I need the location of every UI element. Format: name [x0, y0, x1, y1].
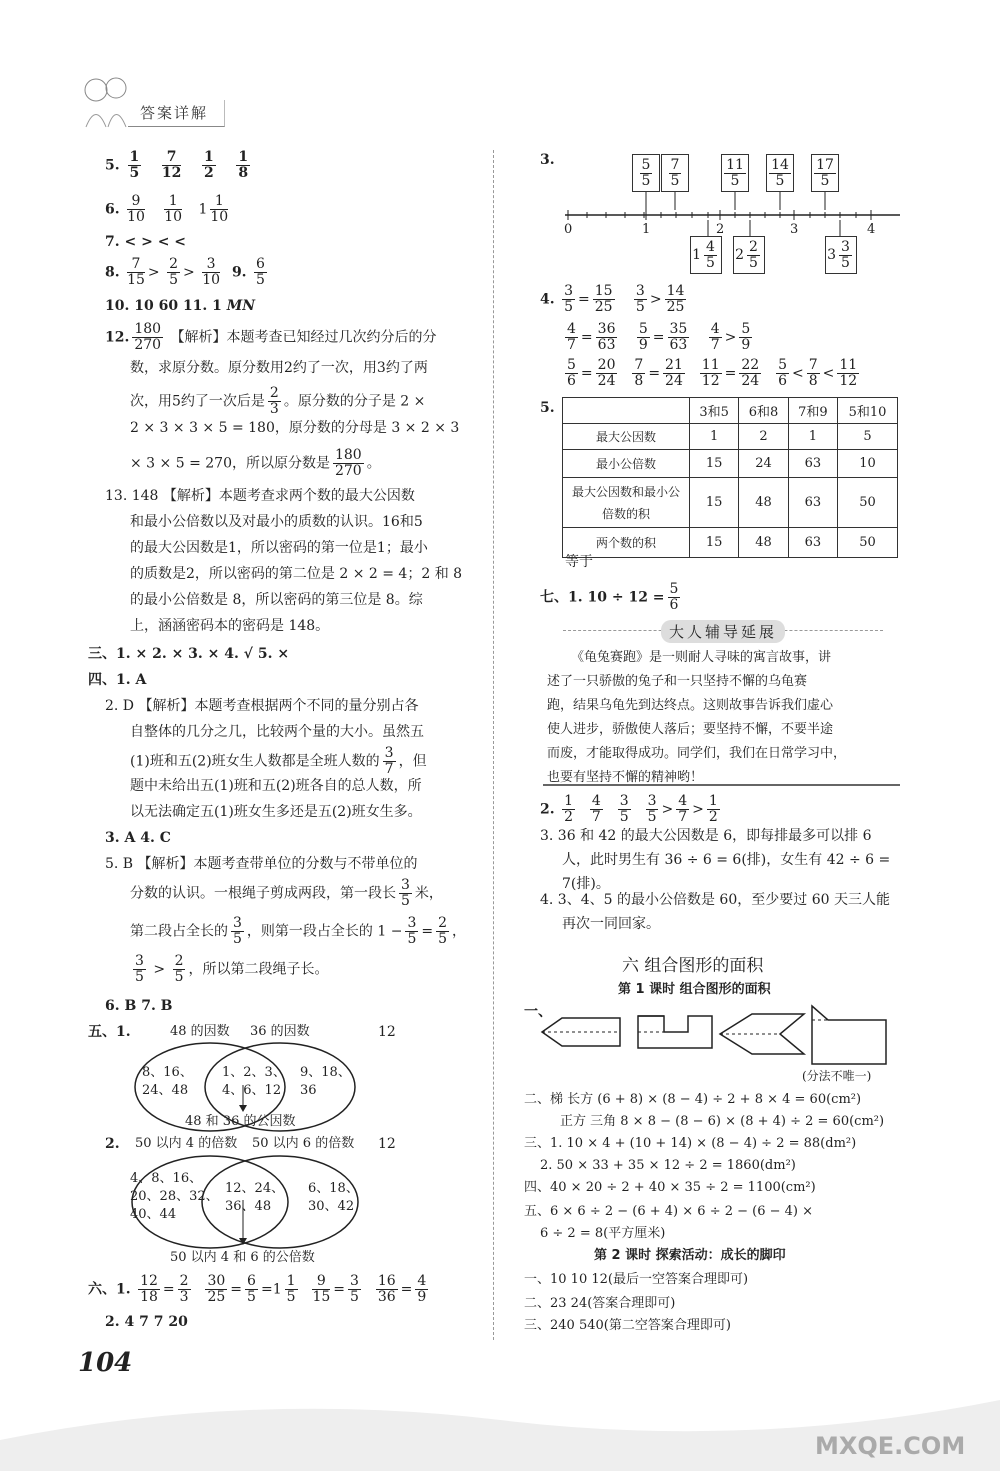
right-q5-num: 5.: [540, 400, 555, 416]
left-s3: 三、1. × 2. × 3. × 4. √ 5. ×: [88, 646, 290, 662]
header-mascot-icon: [78, 72, 132, 130]
left-s4-l6: 以无法确定五(1)班女生多还是五(2)班女生多。: [130, 804, 422, 820]
left-s5-label1: 五、1.: [88, 1024, 131, 1040]
left-s4-l5: 题中未给出五(1)班和五(2)班各自的总人数，所: [130, 778, 422, 794]
tip-bottom-rule: [543, 784, 900, 786]
nl-box-bottom-1: 1 $\frac{4}{5}$: [690, 236, 722, 274]
left-q6: 6. $\frac{9}{10}$ $\frac{1}{10}$ 1 $\frac{1}{10}$: [105, 193, 229, 225]
left-s5-label2: 2.: [105, 1136, 120, 1152]
left-s4-l1: 2. D 【解析】本题考查根据两个不同的量分别占各: [105, 698, 419, 714]
left-q12-l5: × 3 × 5 = 270，所以原分数是 $\frac{180}{270}$ 。: [130, 447, 381, 479]
left-q13-l1: 和最小公倍数以及对最小的质数的认识。16和5: [130, 514, 423, 530]
left-s4-l16: 6. B 7. B: [105, 998, 173, 1014]
unit6-line-5: 五、6 × 6 ÷ 2 − (6 + 4) × 6 ÷ 2 − (6 − 4) ×: [524, 1204, 814, 1219]
unit6-line-6: 6 ÷ 2 = 8(平方厘米): [540, 1226, 666, 1241]
nl-tick-4: 4: [867, 222, 876, 237]
unit6-l2-line-1: 二、23 24(答案合理即可): [524, 1296, 676, 1311]
left-q10: 10. 10 60 11. 1 MN: [105, 298, 256, 314]
nl-tick-1: 1: [642, 222, 651, 237]
nl-tick-3: 3: [790, 222, 799, 237]
unit6-line-0: 二、梯 长方 (6 + 8) × (8 − 4) ÷ 2 + 8 × 4 = 60(cm²): [524, 1092, 862, 1107]
venn2-right-set: 6、18、 30、42: [308, 1181, 359, 1214]
nl-box-bottom-3: 3 $\frac{3}{5}$: [825, 236, 857, 274]
right-q5-after: 等于: [565, 554, 593, 570]
unit6-note: (分法不唯一): [802, 1069, 872, 1083]
tip-line-5: 也要有坚持不懈的精神哟！: [547, 770, 704, 785]
right-q2: 2. $\frac{1}{2}$ $\frac{4}{7}$ $\frac{3}{5}$ $\frac{3}{5}$ > $\frac{4}{7}$ > $\frac{1}{2}$: [540, 793, 718, 825]
watermark: MXQE.COM: [815, 1432, 966, 1460]
unit6-lesson1: 第 1 课时 组合图形的面积: [618, 982, 771, 997]
left-q13-l3: 的质数是2，所以密码的第二位是 2 × 2 = 4；2 和 8: [130, 566, 463, 582]
left-q12-l1: 数，求原分数。原分数用2约了一次，用3约了两: [130, 360, 428, 376]
nl-tick-2: 2: [716, 222, 725, 237]
venn1-caption: 48 和 36 的公因数: [185, 1114, 296, 1129]
left-q8: 8. $\frac{7}{15}$ > $\frac{2}{5}$ > $\frac{3}{10}$ 9. $\frac{6}{5}$: [105, 256, 265, 288]
unit6-line-3: 2. 50 × 33 + 35 × 12 ÷ 2 = 1860(dm²): [540, 1158, 796, 1173]
left-s4-l7: 3. A 4. C: [105, 830, 171, 846]
tip-line-4: 而废，才能取得成功。同学们，我们在日常学习中，: [547, 746, 847, 761]
left-q13-l5: 上，涵涵密码本的密码是 148。: [130, 618, 330, 634]
unit6-line-1: 正方 三角 8 × 8 − (8 − 6) × (8 + 4) ÷ 2 = 60(cm²): [560, 1114, 885, 1129]
venn2-mid-set: 12、24、 36、48: [225, 1181, 285, 1214]
right-q3b-l1: 人，此时男生有 36 ÷ 6 = 6(排)，女生有 42 ÷ 6 =: [562, 852, 891, 868]
unit6-title: 六 组合图形的面积: [622, 956, 764, 976]
left-q5: 5. $\frac{1}{5}$ $\frac{7}{12}$ $\frac{1}{2}$ $\frac{1}{8}$: [105, 149, 249, 181]
tip-line-0: 《龟兔赛跑》是一则耐人寻味的寓言故事，讲: [571, 650, 832, 665]
tip-line-1: 述了一只骄傲的兔子和一只坚持不懈的乌龟赛: [547, 674, 808, 689]
left-q12-l2: 次，用5约了一次后是 $\frac{2}{3}$ 。原分数的分子是 2 ×: [130, 385, 426, 417]
right-q3-num: 3.: [540, 152, 555, 168]
right-q4-row3: $\frac{5}{6}$ = $\frac{20}{24}$ $\frac{7}{8}$ = $\frac{21}{24}$ $\frac{11}{12}$ = $\frac{22}{24}$ $\frac{5}{6}$ < $\frac{7}{8}$ < $\frac{11}{12}$: [567, 357, 858, 389]
right-q7: 七、1. 10 ÷ 12 = $\frac{5}{6}$: [540, 581, 679, 613]
header-title: 答案详解: [140, 104, 209, 122]
nl-box-top-2: $\frac{7}{5}$: [661, 154, 689, 192]
right-q4-row1: 4. $\frac{3}{5}$ = $\frac{15}{25}$ $\frac{3}{5}$ > $\frac{14}{25}$: [540, 283, 685, 315]
tip-title: 大人辅导延展: [661, 620, 785, 643]
unit6-line-4: 四、40 × 20 ÷ 2 + 40 × 35 ÷ 2 = 1100(cm²): [524, 1180, 816, 1195]
venn1-right-label: 36 的因数: [250, 1024, 310, 1039]
right-q3b-l2: 7(排)。: [562, 876, 610, 892]
left-q13-l2: 的最大公因数是1，所以密码的第一位是1；最小: [130, 540, 428, 556]
venn2-caption: 50 以内 4 和 6 的公倍数: [170, 1250, 315, 1265]
unit6-yi: 一、: [524, 1004, 552, 1020]
nl-box-top-3: $\frac{11}{5}$: [721, 154, 749, 192]
left-q13-l0: 13. 148 【解析】本题考查求两个数的最大公因数: [105, 488, 415, 504]
unit6-l2-line-2: 三、240 540(第二空答案合理即可): [524, 1318, 731, 1333]
left-s4-l0: 四、1. A: [88, 672, 147, 688]
left-q12-l4: 2 × 3 × 3 × 5 = 180，原分数的分母是 3 × 2 × 3: [130, 420, 460, 436]
venn2-left-label: 50 以内 4 的倍数: [135, 1136, 238, 1151]
right-q4b-l0: 4. 3、4、5 的最小公倍数是 60，至少要过 60 天三人能: [540, 892, 890, 908]
page-number: 104: [78, 1348, 133, 1378]
left-q12-l0: 12. $\frac{180}{270}$ 【解析】本题考查已知经过几次约分后的分: [105, 321, 437, 353]
venn2-extra: 12: [378, 1136, 396, 1152]
left-q7: 7. < > < <: [105, 234, 187, 250]
left-s6: 六、1. $\frac{12}{18}$ = $\frac{2}{3}$ $\frac{30}{25}$ = $\frac{6}{5}$ =1 $\frac{1}{5}$ $\frac{9}{15}$ = $\frac{3}{5}$ $\frac{16}{36}$ = $\frac{4}{9}$: [88, 1273, 427, 1305]
right-q4b-l1: 再次一同回家。: [562, 916, 660, 932]
venn1-arrow-icon: [238, 1085, 248, 1113]
nl-box-top-4: $\frac{14}{5}$: [766, 154, 794, 192]
venn1-left-label: 48 的因数: [170, 1024, 230, 1039]
tip-line-2: 跑，结果乌龟先到达终点。这则故事告诉我们虚心: [547, 698, 834, 713]
unit6-shapes: [540, 1000, 895, 1070]
gcd-lcm-table: 3和5 6和8 7和9 5和10 最大公因数 1 2 1 5 最小公倍数 15 24 63 10 最大公因数和最小公倍数的积 15 48 63 50 两个数的积 15 48 63 50: [562, 397, 898, 558]
left-s4-l11: 第二段占全长的 $\frac{3}{5}$ ，则第一段占全长的 1 − $\frac{3}{5}$ = $\frac{2}{5}$ ，: [130, 915, 467, 947]
venn2-left-set: 4、8、16、 20、28、32、 40、44: [130, 1171, 219, 1222]
right-q3b-l0: 3. 36 和 42 的最大公因数是 6，即每排最多可以排 6: [540, 828, 872, 844]
tip-box: [543, 618, 900, 784]
nl-tick-0: 0: [564, 222, 573, 237]
nl-box-bottom-2: 2 $\frac{2}{5}$: [733, 236, 765, 274]
tip-line-3: 使人进步，骄傲使人落后；要坚持不懈，不要半途: [547, 722, 834, 737]
unit6-l2-line-0: 一、10 10 12(最后一空答案合理即可): [524, 1272, 749, 1287]
venn1-left-set: 8、16、 24、48: [142, 1065, 193, 1098]
left-s4-l9: 分数的认识。一根绳子剪成两段，第一段长 $\frac{3}{5}$ 米，: [130, 877, 443, 909]
left-s4-l15: $\frac{3}{5}$ > $\frac{2}{5}$ ，所以第二段绳子长。: [135, 953, 329, 985]
left-s4-l3: (1)班和五(2)班女生人数都是全班人数的 $\frac{3}{7}$ ，但: [130, 745, 427, 777]
unit6-lesson2: 第 2 课时 探索活动：成长的脚印: [594, 1248, 786, 1263]
right-q4-row2: $\frac{4}{7}$ = $\frac{36}{63}$ $\frac{5}{9}$ = $\frac{35}{63}$ $\frac{4}{7}$ > $\frac{5}{9}$: [567, 321, 751, 353]
venn1-extra: 12: [378, 1024, 396, 1040]
left-s4-l8: 5. B 【解析】本题考查带单位的分数与不带单位的: [105, 856, 418, 872]
left-q13-l4: 的最小公倍数是 8，所以密码的第三位是 8。综: [130, 592, 423, 608]
venn1-right-set: 9、18、 36: [300, 1065, 351, 1098]
unit6-line-2: 三、1. 10 × 4 + (10 + 14) × (8 − 4) ÷ 2 = 88(dm²): [524, 1136, 857, 1151]
left-s6-q2: 2. 4 7 7 20: [105, 1314, 188, 1330]
nl-box-top-1: $\frac{5}{5}$: [632, 154, 660, 192]
venn1-mid-set: 1、2、3、 4、6、12: [222, 1065, 286, 1098]
venn2-right-label: 50 以内 6 的倍数: [252, 1136, 355, 1151]
left-s4-l2: 自整体的几分之几，比较两个量的大小。虽然五: [130, 724, 424, 740]
nl-box-top-5: $\frac{17}{5}$: [811, 154, 839, 192]
column-divider: [493, 150, 494, 1340]
venn2-arrow-icon: [238, 1200, 248, 1246]
